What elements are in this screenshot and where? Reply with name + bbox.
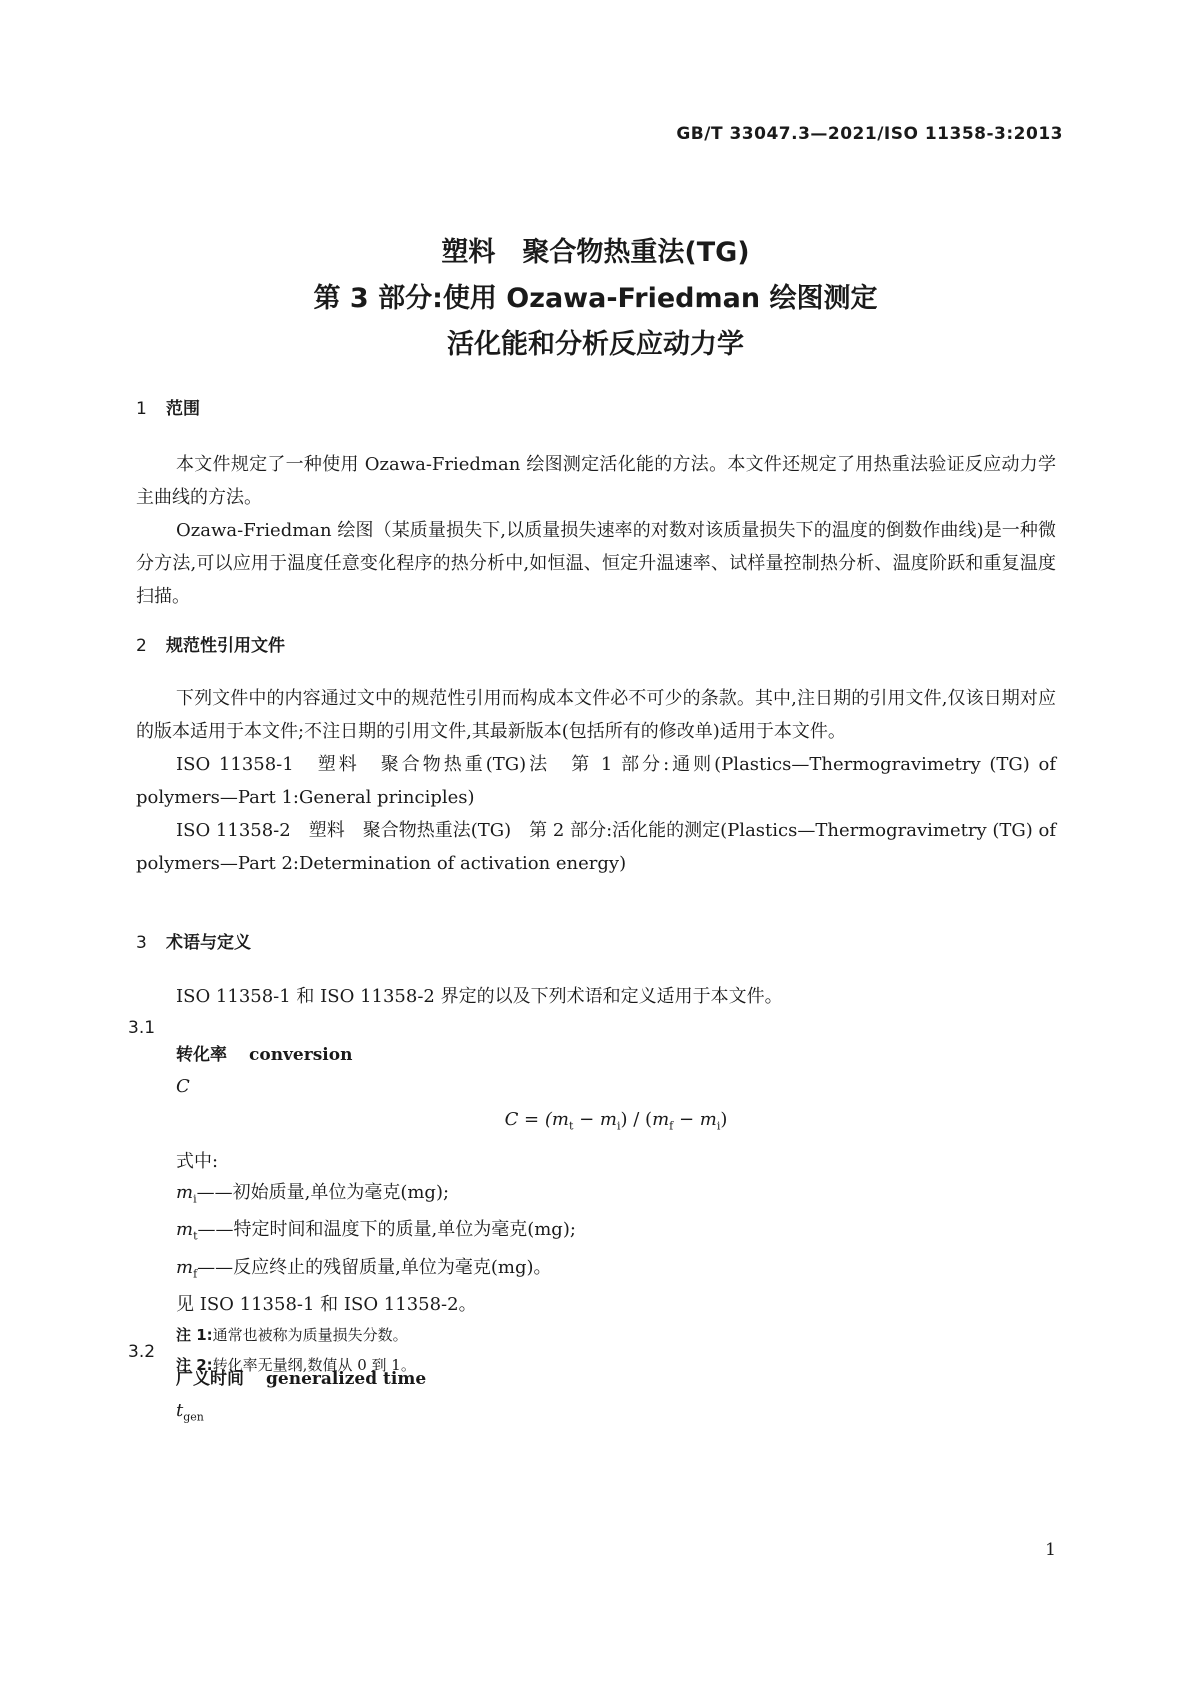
normative-reference-2: ISO 11358-2 塑料 聚合物热重法(TG) 第 2 部分:活化能的测定(Plastics—Thermogravimetry (TG) of polymers—Part 2:Determination of activation energy)	[136, 820, 1056, 874]
section-3-number: 3	[136, 933, 147, 953]
def-mf-text: ——反应终止的残留质量,单位为毫克(mg)。	[197, 1256, 552, 1278]
section-3-paragraph-1: ISO 11358-1 和 ISO 11358-2 界定的以及下列术语和定义适用于本文件。	[176, 986, 783, 1007]
note-1	[176, 1320, 1056, 1350]
conversion-formula	[176, 1104, 1056, 1142]
standard-code: GB/T 33047.3—2021/ISO 11358-3:2013	[676, 124, 1063, 144]
see-reference: 见 ISO 11358-1 和 ISO 11358-2。	[176, 1294, 477, 1316]
formula-mid: ) / (	[620, 1109, 653, 1130]
formula-sub-f: f	[669, 1119, 674, 1133]
section-3-heading	[136, 928, 251, 953]
section-1-heading	[136, 394, 200, 419]
def-mi-sub: i	[193, 1192, 197, 1206]
formula-m-i-1: m	[599, 1109, 617, 1130]
def-mi-symbol: m	[176, 1181, 194, 1203]
formula-m-t: m	[551, 1109, 569, 1130]
term-3-1-entry	[176, 1040, 1056, 1380]
def-mf-symbol: m	[176, 1256, 194, 1278]
section-1-body	[136, 448, 1056, 613]
normative-reference-1: ISO 11358-1 塑料 聚合物热重(TG)法 第 1 部分:通则(Plastics—Thermogravimetry (TG) of polymers—Part 1:General principles)	[136, 754, 1056, 808]
section-2-paragraph-1: 下列文件中的内容通过文中的规范性引用而构成本文件必不可少的条款。其中,注日期的引用文件,仅该日期对应的版本适用于本文件;不注日期的引用文件,其最新版本(包括所有的修改单)适用于本文件。	[136, 688, 1056, 742]
term-3-2-symbol-line	[176, 1395, 1056, 1433]
formula-sub-i-1: i	[617, 1119, 621, 1133]
formula-end: )	[720, 1109, 728, 1130]
section-2-title: 规范性引用文件	[166, 636, 285, 656]
term-3-2-symbol: t	[176, 1400, 184, 1421]
term-3-2-entry	[176, 1364, 1056, 1433]
definition-mt	[176, 1214, 1056, 1252]
term-3-1-symbol: C	[176, 1076, 190, 1097]
term-3-2-number: 3.2	[128, 1342, 156, 1362]
note-1-label: 注 1:	[176, 1326, 213, 1345]
section-2-body	[136, 682, 1056, 880]
section-2-number: 2	[136, 636, 147, 656]
formula-sub-t: t	[568, 1119, 574, 1133]
formula-lhs: C = (	[504, 1109, 552, 1130]
section-2-heading	[136, 631, 285, 656]
title-line-3: 活化能和分析反应动力学	[447, 329, 744, 360]
section-3-title: 术语与定义	[166, 933, 251, 953]
def-mt-text: ——特定时间和温度下的质量,单位为毫克(mg);	[197, 1219, 576, 1241]
def-mi-text: ——初始质量,单位为毫克(mg);	[196, 1181, 450, 1203]
title-line-1: 塑料 聚合物热重法(TG)	[441, 237, 750, 268]
term-3-1-zh: 转化率	[176, 1045, 227, 1065]
def-mf-sub: f	[193, 1267, 198, 1281]
where-label: 式中:	[176, 1150, 219, 1172]
term-3-1-title	[176, 1040, 1056, 1071]
term-3-1-number: 3.1	[128, 1018, 156, 1038]
def-mt-sub: t	[193, 1229, 198, 1243]
section-3-body	[136, 980, 1056, 1013]
note-1-text: 通常也被称为质量损失分数。	[212, 1326, 408, 1345]
formula-minus-1: −	[573, 1109, 600, 1130]
formula-m-i-2: m	[699, 1109, 717, 1130]
note-2-label: 注 2:	[176, 1356, 213, 1375]
section-1-number: 1	[136, 399, 147, 419]
term-3-2-en: generalized time	[266, 1369, 427, 1389]
section-1-paragraph-1: 本文件规定了一种使用 Ozawa-Friedman 绘图测定活化能的方法。本文件还规定了用热重法验证反应动力学主曲线的方法。	[136, 454, 1056, 508]
document-title	[0, 230, 1191, 368]
definition-mf	[176, 1252, 1056, 1290]
section-1-title: 范围	[166, 399, 200, 419]
title-line-2: 第 3 部分:使用 Ozawa-Friedman 绘图测定	[313, 283, 878, 314]
definition-mi	[176, 1177, 1056, 1215]
formula-minus-2: −	[673, 1109, 700, 1130]
term-3-1-en: conversion	[249, 1045, 353, 1065]
term-3-2-symbol-sub: gen	[183, 1410, 204, 1424]
page-number: 1	[1045, 1540, 1056, 1560]
note-2-text: 转化率无量纲,数值从 0 到 1。	[212, 1356, 416, 1375]
section-1-paragraph-2: Ozawa-Friedman 绘图（某质量损失下,以质量损失速率的对数对该质量损失下的温度的倒数作曲线)是一种微分方法,可以应用于温度任意变化程序的热分析中,如恒温、恒定升温速率、试样量控制热分析、温度阶跃和重复温度扫描。	[136, 520, 1056, 607]
term-3-2-zh: 广义时间	[176, 1369, 244, 1389]
formula-m-f: m	[652, 1109, 670, 1130]
term-3-2-title	[176, 1364, 1056, 1395]
formula-sub-i-2: i	[716, 1119, 721, 1133]
def-mt-symbol: m	[176, 1219, 194, 1241]
